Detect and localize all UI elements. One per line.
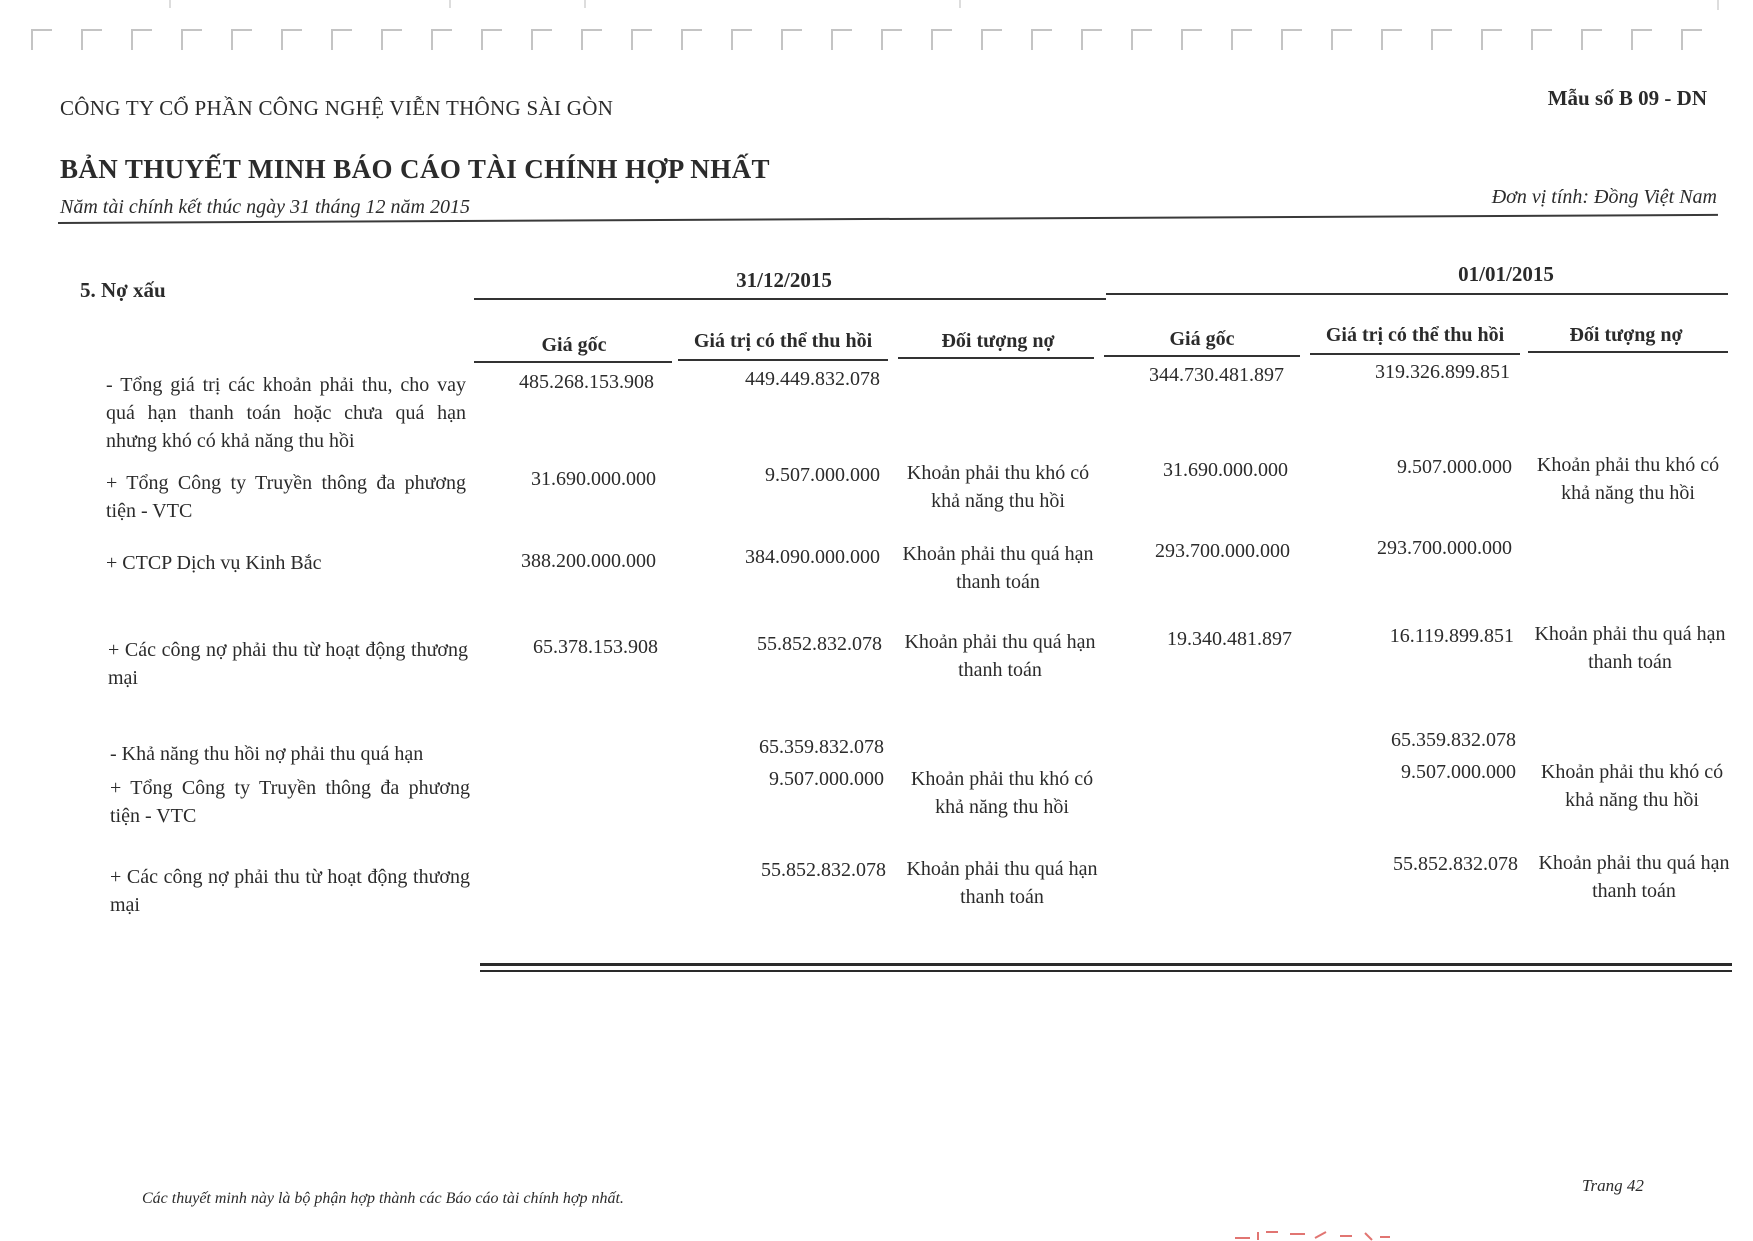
binding-hole-mark [1032, 30, 1052, 50]
binding-hole-mark [882, 30, 902, 50]
cell-debtor-2015: Khoản phải thu quá hạn thanh toán [904, 631, 1096, 681]
binding-hole-mark [382, 30, 402, 50]
binding-hole-mark [1182, 30, 1202, 50]
cell-recoverable-2014: 9.507.000.000 [1401, 761, 1516, 783]
binding-hole-mark [282, 30, 302, 50]
col-debtor-2014: Đối tượng nợ [1569, 324, 1683, 346]
cell-cost-2014: 31.690.000.000 [1163, 459, 1288, 481]
binding-hole-mark [1582, 30, 1602, 50]
table-closing-rule [480, 963, 1732, 966]
binding-hole-mark [1532, 30, 1552, 50]
footer-note: Các thuyết minh này là bộ phận hợp thành các Báo cáo tài chính hợp nhất. [142, 1190, 624, 1207]
red-stamp-fragment [1230, 1228, 1430, 1241]
cell-recoverable-2014: 55.852.832.078 [1393, 853, 1518, 875]
cell-recoverable-2015: 55.852.832.078 [761, 859, 886, 881]
cell-cost-2014: 293.700.000.000 [1155, 540, 1290, 562]
col-underline [1528, 351, 1728, 353]
currency-unit: Đơn vị tính: Đồng Việt Nam [1491, 186, 1717, 208]
section-title: 5. Nợ xấu [80, 278, 166, 302]
period-header-2014: 01/01/2015 [1458, 262, 1554, 286]
binding-hole-mark [1282, 30, 1302, 50]
binding-hole-mark [1432, 30, 1452, 50]
cell-cost-2014: 344.730.481.897 [1149, 364, 1284, 386]
cell-cost-2015: 31.690.000.000 [531, 468, 656, 490]
row-label: + Tổng Công ty Truyền thông đa phương tiện - VTC [106, 472, 466, 522]
cell-debtor-2015: Khoản phải thu khó có khả năng thu hồi [906, 462, 1090, 512]
col-cost-2014: Giá gốc [1169, 328, 1235, 350]
col-cost-2015: Giá gốc [541, 334, 607, 356]
binding-hole-mark [332, 30, 352, 50]
binding-hole-mark [1232, 30, 1252, 50]
cell-debtor-2015: Khoản phải thu quá hạn thanh toán [906, 858, 1098, 908]
cell-debtor-2015: Khoản phải thu khó có khả năng thu hồi [910, 768, 1094, 818]
binding-hole-mark [582, 30, 602, 50]
company-name: CÔNG TY CỔ PHẦN CÔNG NGHỆ VIỄN THÔNG SÀI GÒN [60, 96, 614, 120]
row-label: + Tổng Công ty Truyền thông đa phương tiện - VTC [110, 777, 470, 827]
cell-recoverable-2015: 449.449.832.078 [745, 368, 880, 390]
cell-recoverable-2014: 65.359.832.078 [1391, 729, 1516, 751]
table-closing-rule [480, 970, 1732, 972]
col-underline [1310, 353, 1520, 355]
cell-cost-2014: 19.340.481.897 [1167, 628, 1292, 650]
col-recoverable-2014: Giá trị có thể thu hồi [1325, 324, 1505, 346]
form-number: Mẫu số B 09 - DN [1547, 86, 1707, 110]
binding-hole-mark [482, 30, 502, 50]
cell-recoverable-2014: 9.507.000.000 [1397, 456, 1512, 478]
binding-hole-mark [432, 30, 452, 50]
cell-cost-2015: 388.200.000.000 [521, 550, 656, 572]
binding-hole-mark [132, 30, 152, 50]
cell-recoverable-2014: 16.119.899.851 [1389, 625, 1514, 647]
binding-hole-mark [32, 30, 52, 50]
cell-recoverable-2014: 319.326.899.851 [1375, 361, 1510, 383]
cell-debtor-2014: Khoản phải thu quá hạn thanh toán [1534, 623, 1726, 673]
period-underline-2014 [1106, 293, 1728, 295]
binding-hole-mark [632, 30, 652, 50]
col-recoverable-2015: Giá trị có thể thu hồi [693, 330, 873, 352]
cell-debtor-2015: Khoản phải thu quá hạn thanh toán [902, 543, 1094, 593]
cell-recoverable-2015: 55.852.832.078 [757, 633, 882, 655]
cell-cost-2015: 65.378.153.908 [533, 636, 658, 658]
cell-debtor-2014: Khoản phải thu quá hạn thanh toán [1538, 852, 1730, 902]
binding-hole-mark [1082, 30, 1102, 50]
binding-hole-mark [1482, 30, 1502, 50]
binding-hole-mark [232, 30, 252, 50]
cell-recoverable-2015: 384.090.000.000 [745, 546, 880, 568]
col-debtor-2015: Đối tượng nợ [941, 330, 1055, 352]
period-underline-2015 [474, 298, 1106, 300]
cell-recoverable-2015: 9.507.000.000 [769, 768, 884, 790]
col-underline [474, 361, 672, 363]
binding-hole-mark [1682, 30, 1702, 50]
cell-cost-2015: 485.268.153.908 [519, 371, 654, 393]
binding-hole-mark [532, 30, 552, 50]
binding-hole-mark [1132, 30, 1152, 50]
binding-hole-mark [1632, 30, 1652, 50]
cell-recoverable-2014: 293.700.000.000 [1377, 537, 1512, 559]
period-header-2015: 31/12/2015 [736, 268, 832, 292]
col-underline [678, 359, 888, 361]
binding-hole-mark [182, 30, 202, 50]
binding-hole-mark [82, 30, 102, 50]
document-title: BẢN THUYẾT MINH BÁO CÁO TÀI CHÍNH HỢP NHẤT [60, 154, 770, 184]
binding-hole-mark [732, 30, 752, 50]
binding-hole-mark [782, 30, 802, 50]
row-label: + Các công nợ phải thu từ hoạt động thương mại [108, 639, 468, 689]
row-label: - Tổng giá trị các khoản phải thu, cho vay quá hạn thanh toán hoặc chưa quá hạn nhưng khó có khả năng thu hồi [106, 374, 466, 452]
binding-hole-mark [932, 30, 952, 50]
binding-hole-mark [832, 30, 852, 50]
binding-hole-mark [682, 30, 702, 50]
page-number: Trang 42 [1582, 1176, 1644, 1195]
binding-hole-marks [28, 22, 1728, 62]
col-underline [1104, 355, 1300, 357]
row-label: + Các công nợ phải thu từ hoạt động thương mại [110, 866, 470, 916]
cell-debtor-2014: Khoản phải thu khó có khả năng thu hồi [1536, 454, 1720, 504]
binding-hole-mark [1332, 30, 1352, 50]
binding-hole-mark [982, 30, 1002, 50]
col-underline [898, 357, 1094, 359]
cell-recoverable-2015: 65.359.832.078 [759, 736, 884, 758]
cell-recoverable-2015: 9.507.000.000 [765, 464, 880, 486]
document-subtitle: Năm tài chính kết thúc ngày 31 tháng 12 năm 2015 [60, 196, 470, 218]
cell-debtor-2014: Khoản phải thu khó có khả năng thu hồi [1540, 761, 1724, 811]
scan-edge-ticks [0, 0, 1753, 10]
row-label: + CTCP Dịch vụ Kinh Bắc [106, 552, 322, 574]
row-label: - Khả năng thu hồi nợ phải thu quá hạn [110, 743, 424, 765]
binding-hole-mark [1382, 30, 1402, 50]
